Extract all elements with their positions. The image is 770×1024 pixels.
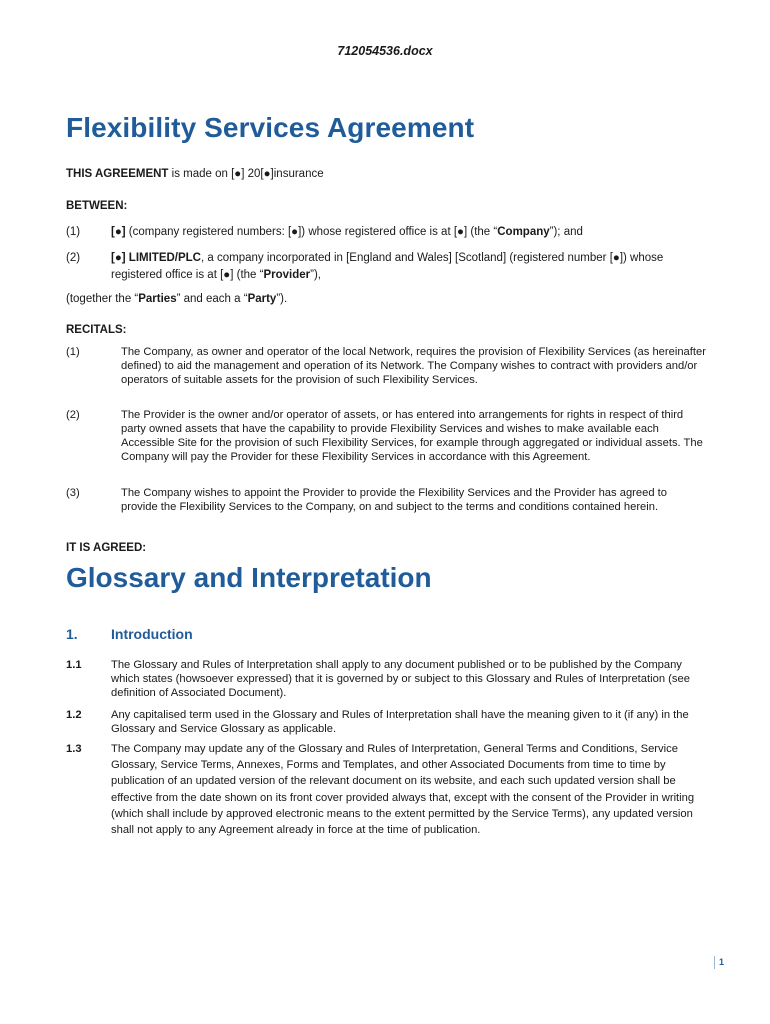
party-suffix: ”); and xyxy=(549,226,583,238)
party-bold-name: [●] LIMITED/PLC xyxy=(111,252,201,264)
party-number: (1) xyxy=(66,226,81,238)
it-is-agreed: IT IS AGREED: xyxy=(66,542,147,554)
recital-number: (3) xyxy=(66,487,80,499)
recital-number: (1) xyxy=(66,346,80,358)
party-bold-name: [●] xyxy=(111,226,126,238)
agreement-intro xyxy=(66,168,324,180)
agreement-title: Flexibility Services Agreement xyxy=(66,112,475,143)
together-mid: ” and each a “ xyxy=(176,293,248,305)
party-number: (2) xyxy=(66,252,81,264)
together-post: ”). xyxy=(276,293,288,305)
agreement-lead: THIS AGREEMENT xyxy=(66,168,169,180)
section-title: Introduction xyxy=(111,626,193,642)
clause-number: 1.3 xyxy=(66,743,82,755)
glossary-title: Glossary and Interpretation xyxy=(66,562,432,593)
agreement-date: is made on [●] 20[●]insurance xyxy=(168,168,324,180)
parties-term: Parties xyxy=(138,293,177,305)
between-label: BETWEEN: xyxy=(66,200,128,212)
party-detail: (company registered numbers: [●]) whose registered office is at [●] (the “ xyxy=(125,226,498,238)
recital-text: The Company wishes to appoint the Provider to provide the Flexibility Services and the Provider has agreed to provide the Flexibility Services to the Company, on and subject to the terms and conditions contained herein. xyxy=(121,487,667,513)
recital-text: The Company, as owner and operator of the local Network, requires the provision of Flexibility Services (as hereinafter defined) to aid the management and operation of its Network. The Company wishes to contract with providers and/or operators of suitable assets for the provision of such Flexibility Services. xyxy=(121,346,706,386)
recitals-label: RECITALS: xyxy=(66,324,127,336)
clause-text: The Glossary and Rules of Interpretation shall apply to any document published or to be published by the Company which states (howsoever expressed) that it is governed by or subject to this Glossary and Rules of Interpretation (see definition of Associated Document). xyxy=(111,659,690,699)
section-number: 1. xyxy=(66,626,78,642)
party-text xyxy=(111,250,716,284)
party-defined-term: Company xyxy=(497,226,550,238)
together-pre: (together the “ xyxy=(66,293,139,305)
party-suffix: ”), xyxy=(310,269,321,281)
party-defined-term: Provider xyxy=(263,269,311,281)
recital-text: The Provider is the owner and/or operator of assets, or has entered into arrangements for rights in respect of third party owned assets that have the capability to provide Flexibility Services and wishes to make available each Accessible Site for the provision of such Flexibility Services, for example through aggregated or individual assets. The Company will pay the Provider for these Flexibility Services in accordance with this Agreement. xyxy=(121,409,703,463)
clause-number: 1.2 xyxy=(66,709,82,721)
party-text xyxy=(111,224,716,241)
recital-number: (2) xyxy=(66,409,80,421)
party-detail: , a company incorporated in [England and Wales] [Scotland] (registered number [●]) whose registered office is at [●] (the “ xyxy=(111,252,664,281)
parties-definition xyxy=(66,293,287,305)
clause-number: 1.1 xyxy=(66,659,82,671)
page-number-divider xyxy=(714,956,715,969)
document-filename: 712054536.docx xyxy=(337,44,433,58)
clause-text: The Company may update any of the Glossary and Rules of Interpretation, General Terms and Conditions, Service Glossary, Service Terms, Annexes, Forms and Templates, and other Associated Documents from time to time by publication of an updated version of the relevant document on its website, and each such updated version shall be effective from the date shown on its front cover provided always that, except with the consent of the Provider in writing (which shall include by approved electronic means to the extent permitted by the Service Terms), any updated version shall not apply to any Agreement already in force at the time of publication. xyxy=(111,743,695,837)
page-number xyxy=(714,956,724,969)
party-term: Party xyxy=(247,293,277,305)
clause-text: Any capitalised term used in the Glossary and Rules of Interpretation shall have the meaning given to it (if any) in the Glossary and Service Glossary as applicable. xyxy=(111,709,689,735)
page-number-value: 1 xyxy=(719,956,725,967)
